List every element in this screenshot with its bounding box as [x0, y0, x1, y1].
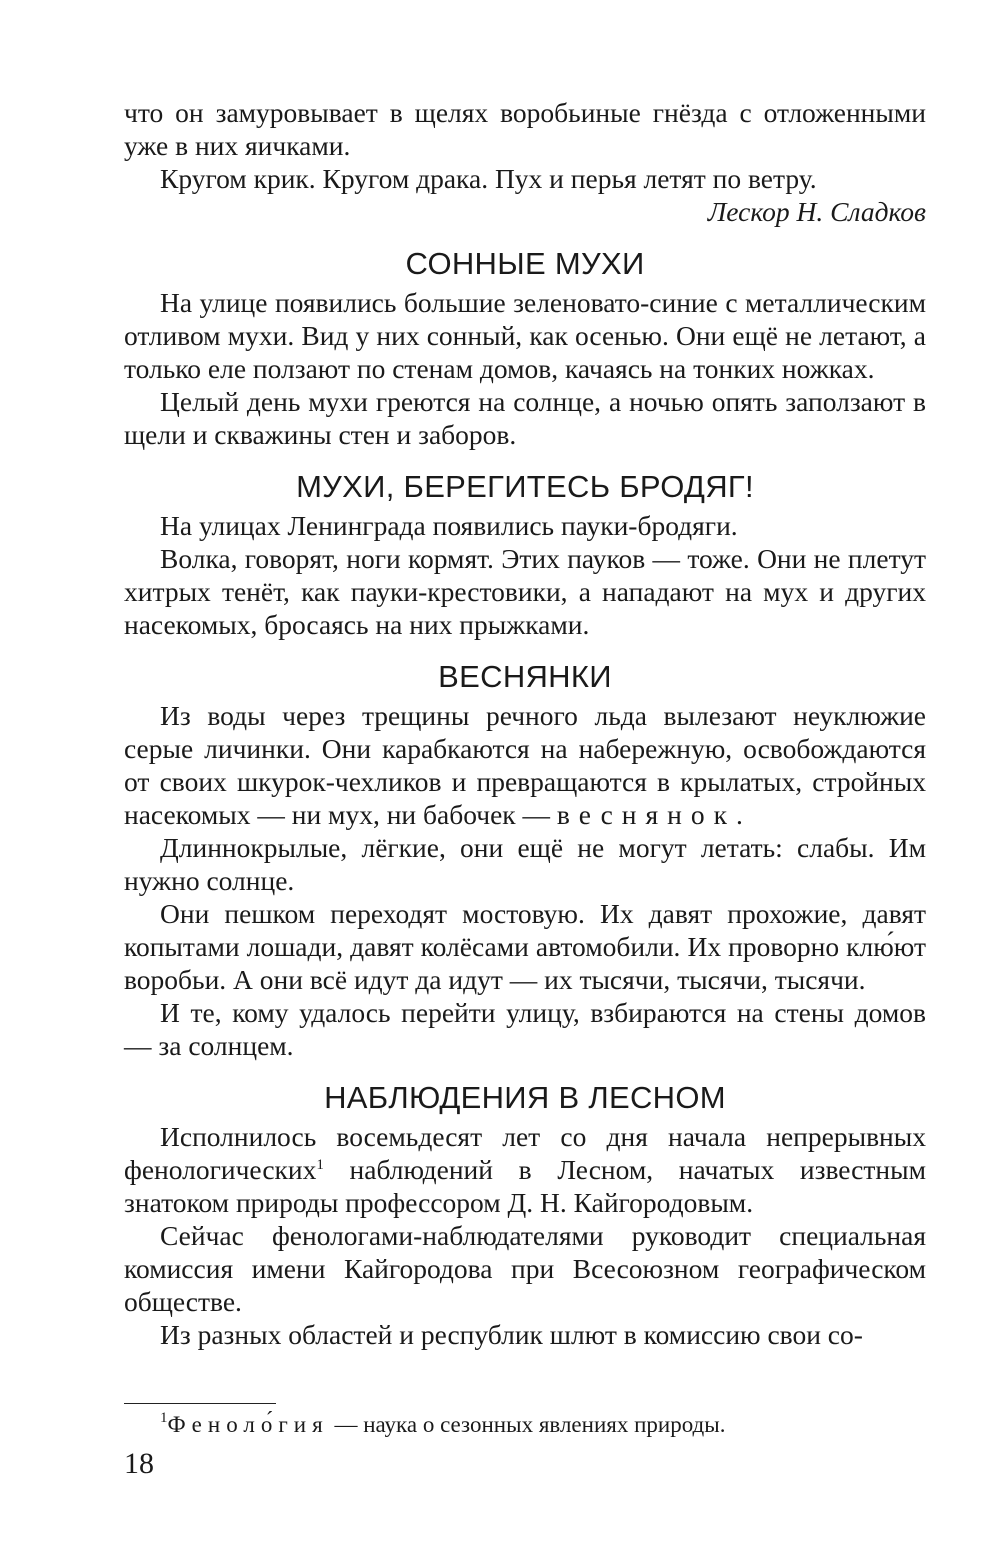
paragraph-text: Из воды через трещины речного льда вылезают неуклюжие серые личинки. Они карабкаются на набережную, освобождаются от своих шкурок-чехликов и превращаются в крылатых, стройных насекомых — ни мух, ни бабочек —: [124, 700, 926, 830]
paragraph-text-end: .: [736, 799, 743, 830]
footnote-text: — наука о сезонных явлениях природы.: [328, 1412, 726, 1437]
page-number: 18: [124, 1447, 154, 1480]
section-title-flies-beware: МУХИ, БЕРЕГИТЕСЬ БРОДЯГ!: [296, 469, 754, 504]
footnote-marker: 1: [160, 1410, 168, 1426]
section-title-observations: НАБЛЮДЕНИЯ В ЛЕСНОМ: [324, 1080, 726, 1115]
paragraph: Целый день мухи греются на солнце, а ночью опять заползают в щели и скважины стен и заборов.: [124, 386, 926, 450]
paragraph: Длиннокрылые, лёгкие, они ещё не могут летать: слабы. Им нужно солнце.: [124, 832, 926, 896]
section-title-stoneflies: ВЕСНЯНКИ: [438, 659, 612, 694]
section-title-sleepy-flies: СОННЫЕ МУХИ: [405, 246, 645, 281]
footnote-divider: [124, 1403, 276, 1404]
paragraph: Кругом крик. Кругом драка. Пух и перья летят по ветру.: [160, 163, 817, 194]
paragraph: И те, кому удалось перейти улицу, взбираются на стены домов — за солнцем.: [124, 997, 926, 1061]
footnote-term: Феноло́гия: [167, 1412, 329, 1437]
paragraph-continued: что он замуровывает в щелях воробьиные гнёзда с отложенными уже в них яичками.: [124, 97, 926, 161]
paragraph: Волка, говорят, ноги кормят. Этих пауков — тоже. Они не плетут хитрых тенёт, как пауки-крестовики, а нападают на мух и других насекомых, бросаясь на них прыжками.: [124, 543, 926, 640]
paragraph-text: Исполнилось восемьдесят лет со дня начала непрерывных фенологических: [124, 1121, 926, 1185]
paragraph: На улице появились большие зеленовато-синие с металлическим отливом мухи. Вид у них сонный, как осенью. Они ещё не летают, а только еле ползают по стенам домов, качаясь на тонких ножках.: [124, 287, 926, 384]
spaced-term: веснянок: [556, 799, 737, 830]
page-body: [124, 96, 926, 1351]
paragraph: На улицах Ленинграда появились пауки-бродяги.: [160, 510, 738, 541]
paragraph-text-end: наблюдений в Лесном, начатых известным знатоком природы профессором Д. Н. Кайгородовым.: [124, 1154, 926, 1218]
paragraph: [124, 1120, 926, 1219]
paragraph: Из разных областей и республик шлют в комиссию свои со-: [160, 1319, 863, 1350]
footnote-marker: 1: [316, 1157, 324, 1173]
paragraph: Они пешком переходят мостовую. Их давят прохожие, давят копытами лошади, давят колёсами автомобили. Их проворно клю́ют воробьи. А они всё идут да идут — их тысячи, тысячи, тысячи.: [124, 898, 926, 995]
paragraph: Сейчас фенологами-наблюдателями руководит специальная комиссия имени Кайгородова при Всесоюзном географическом обществе.: [124, 1220, 926, 1317]
paragraph: [124, 699, 926, 831]
footnote: [160, 1410, 920, 1440]
author-signature: Лескор Н. Сладков: [707, 196, 926, 227]
